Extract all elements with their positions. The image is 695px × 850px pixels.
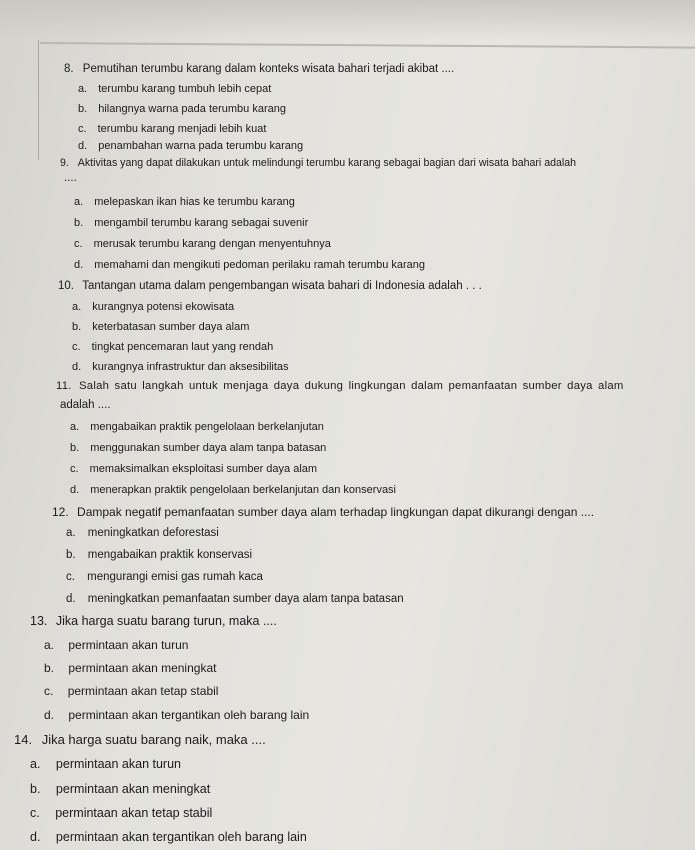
option-9a [74, 196, 295, 208]
option-12c [66, 571, 263, 583]
option-text: mengambil terumbu karang sebagai suvenir [94, 217, 309, 229]
option-label: c. [74, 238, 83, 250]
option-label: c. [70, 463, 79, 475]
option-13d [44, 708, 309, 722]
option-label: d. [66, 593, 76, 605]
option-label: b. [70, 442, 80, 454]
option-label: b. [30, 782, 41, 796]
question-9-continuation [64, 172, 77, 184]
option-text: terumbu karang tumbuh lebih cepat [98, 83, 272, 95]
option-label: d. [78, 140, 88, 152]
option-10d [72, 361, 289, 373]
option-text: mengabaikan praktik konservasi [87, 549, 253, 561]
question-text: Jika harga suatu barang turun, maka .... [55, 614, 277, 628]
option-label: d. [44, 708, 55, 722]
option-label: a. [74, 196, 84, 208]
question-text-continued: adalah .... [60, 399, 111, 411]
question-12 [52, 505, 594, 519]
option-12b [66, 549, 252, 561]
option-label: c. [66, 571, 75, 583]
option-label: b. [66, 549, 76, 561]
option-text: memaksimalkan eksploitasi sumber daya alam [89, 463, 318, 475]
question-text: Aktivitas yang dapat dilakukan untuk melindungi terumbu karang sebagai bagian dari wisata bahari adalah [77, 157, 577, 169]
option-label: a. [44, 638, 55, 652]
option-label: c. [78, 123, 87, 135]
option-10a [72, 301, 234, 313]
option-text: melepaskan ikan hias ke terumbu karang [94, 196, 295, 208]
option-text: menerapkan praktik pengelolaan berkelanjutan dan konservasi [90, 484, 397, 496]
option-label: d. [72, 361, 82, 373]
option-label: a. [70, 421, 80, 433]
question-number: 8. [64, 63, 74, 75]
option-label: b. [78, 103, 88, 115]
option-text: mengabaikan praktik pengelolaan berkelanjutan [90, 421, 324, 433]
option-text: meningkatkan deforestasi [87, 527, 219, 539]
option-label: d. [30, 830, 41, 844]
option-9c [74, 238, 331, 250]
option-10c [72, 341, 273, 353]
option-11c [70, 463, 317, 475]
option-12d [66, 593, 404, 605]
option-label: b. [44, 661, 55, 675]
option-text: permintaan akan meningkat [68, 661, 217, 675]
option-text: merusak terumbu karang dengan menyentuhnya [93, 238, 331, 250]
option-text: permintaan akan meningkat [55, 782, 211, 796]
option-label: a. [78, 83, 88, 95]
option-14d [30, 830, 307, 844]
option-text: hilangnya warna pada terumbu karang [98, 103, 286, 115]
question-text: Salah satu langkah untuk menjaga daya dukung lingkungan dalam pemanfaatan sumber daya alam [79, 380, 624, 392]
option-text: meningkatkan pemanfaatan sumber daya alam tanpa batasan [87, 593, 404, 605]
option-8d [78, 140, 303, 152]
option-text: permintaan akan tetap stabil [67, 684, 219, 698]
question-11-continuation [60, 399, 111, 411]
question-13 [30, 614, 277, 628]
question-number: 10. [58, 280, 74, 292]
option-text: permintaan akan tetap stabil [55, 806, 213, 820]
option-label: c. [44, 684, 54, 698]
option-13b [44, 661, 216, 675]
option-text: keterbatasan sumber daya alam [92, 321, 250, 333]
option-label: c. [72, 341, 81, 353]
option-label: a. [66, 527, 76, 539]
option-label: c. [30, 806, 40, 820]
option-label: a. [72, 301, 82, 313]
option-11d [70, 484, 396, 496]
option-11b [70, 442, 326, 454]
option-text: menggunakan sumber daya alam tanpa batasan [90, 442, 327, 454]
option-text: memahami dan mengikuti pedoman perilaku ramah terumbu karang [94, 259, 426, 271]
option-label: d. [70, 484, 80, 496]
option-text: mengurangi emisi gas rumah kaca [87, 571, 263, 583]
option-text: tingkat pencemaran laut yang rendah [91, 341, 274, 353]
question-14 [14, 732, 266, 747]
option-label: a. [30, 757, 41, 771]
option-8a [78, 83, 271, 95]
option-12a [66, 527, 219, 539]
question-text-continued: .... [64, 172, 77, 184]
question-text: Dampak negatif pemanfaatan sumber daya alam terhadap lingkungan dapat dikurangi dengan .... [77, 505, 595, 519]
question-number: 12. [52, 505, 69, 519]
question-11 [56, 380, 624, 392]
option-label: d. [74, 259, 84, 271]
option-10b [72, 321, 249, 333]
option-14a [30, 757, 181, 771]
question-9 [60, 157, 576, 169]
option-14c [30, 806, 212, 820]
question-number: 13. [30, 614, 48, 628]
option-text: permintaan akan tergantikan oleh barang lain [68, 708, 310, 722]
option-text: permintaan akan tergantikan oleh barang lain [55, 830, 307, 844]
question-text: Jika harga suatu barang naik, maka .... [41, 732, 266, 747]
question-8 [64, 63, 454, 75]
question-text: Pemutihan terumbu karang dalam konteks wisata bahari terjadi akibat .... [82, 63, 455, 75]
option-text: penambahan warna pada terumbu karang [98, 140, 304, 152]
question-number: 9. [60, 157, 69, 169]
option-label: b. [74, 217, 84, 229]
option-9d [74, 259, 425, 271]
question-number: 14. [14, 732, 33, 747]
option-text: kurangnya infrastruktur dan aksesibilitas [92, 361, 289, 373]
option-9b [74, 217, 308, 229]
question-number: 11. [56, 380, 72, 392]
option-text: kurangnya potensi ekowisata [92, 301, 235, 313]
option-text: permintaan akan turun [68, 638, 189, 652]
option-14b [30, 782, 210, 796]
question-text: Tantangan utama dalam pengembangan wisata bahari di Indonesia adalah . . . [82, 280, 482, 292]
option-text: terumbu karang menjadi lebih kuat [97, 123, 267, 135]
question-10 [58, 280, 482, 292]
option-8b [78, 103, 286, 115]
option-8c [78, 123, 266, 135]
option-11a [70, 421, 324, 433]
option-text: permintaan akan turun [55, 757, 182, 771]
option-label: b. [72, 321, 82, 333]
option-13c [44, 684, 218, 698]
option-13a [44, 638, 188, 652]
